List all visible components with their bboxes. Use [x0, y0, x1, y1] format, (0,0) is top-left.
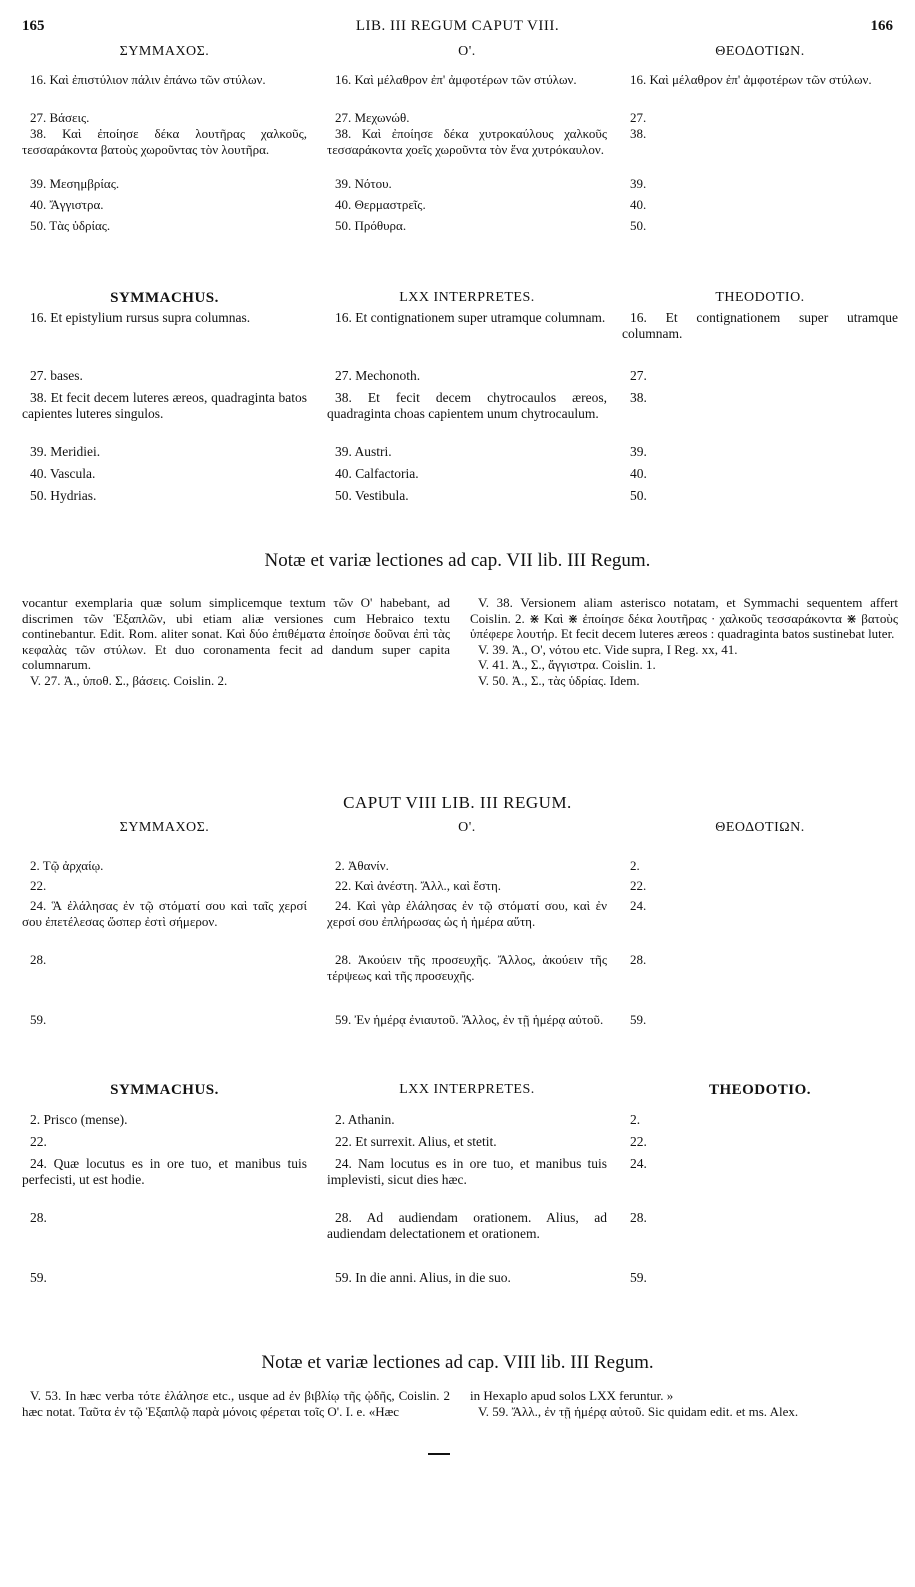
entry: 2. Prisco (mense).: [30, 1112, 128, 1127]
column-head: SYMMACHUS.: [110, 1082, 219, 1098]
entry: 24. Καὶ γὰρ ἐλάλησας ἐν τῷ στόματί σου, καὶ ἐν χερσί σου ἐπλήρωσας ὡς ἡ ἡμέρα αὕτη.: [327, 898, 607, 929]
note: V. 59. Ἄλλ., ἐν τῇ ἡμέρᾳ αὐτοῦ. Sic quidam edit. et ms. Alex.: [478, 1403, 799, 1419]
notes-left-column: [22, 1388, 450, 1419]
note: in Hexaplo apud solos LXX feruntur. »: [470, 1388, 674, 1403]
entry: 59.: [30, 1012, 47, 1027]
entry: 27. Mechonoth.: [335, 368, 421, 383]
entry: 16. Et contignationem super utramque columnam.: [335, 310, 606, 325]
entry: 38.: [630, 390, 647, 405]
entry: 22.: [30, 878, 47, 893]
entry: 27.: [630, 110, 647, 125]
symmachus-greek-column: [22, 820, 307, 1048]
entry: 28.: [630, 952, 647, 967]
entry: 24.: [630, 898, 647, 913]
entry: 39. Austri.: [335, 444, 392, 459]
note: V. 39. Ἀ., Ο', νότου etc. Vide supra, I Reg. xx, 41.: [478, 641, 738, 657]
column-head: ΣΥΜΜΑΧΟΣ.: [119, 44, 210, 59]
entry: 38. Καὶ ἐποίησε δέκα χυτροκαύλους χαλκοῦς τεσσαράκοντα χοεῖς χωροῦντα τὸν ἕνα χυτρόκαυλον.: [327, 126, 607, 157]
lxx-greek-column: [327, 44, 607, 239]
notes-right-column: [470, 1388, 898, 1419]
entry: 2. Τῷ ἀρχαίῳ.: [30, 858, 104, 873]
entry: 59.: [630, 1270, 647, 1285]
entry: 2. Athanin.: [335, 1112, 395, 1127]
entry: 40. Vascula.: [30, 466, 96, 481]
entry: 16. Καὶ μέλαθρον ἐπ' ἀμφοτέρων τῶν στύλων.: [335, 72, 577, 87]
entry: 28.: [30, 952, 47, 967]
notes-title-ch8: Notæ et variæ lectiones ad cap. VIII lib. III Regum.: [261, 1352, 654, 1373]
entry: 40.: [630, 466, 647, 481]
entry: 38.: [630, 126, 647, 141]
entry: 16. Et epistylium rursus supra columnas.: [30, 310, 251, 325]
theodotio-latin-column: [622, 290, 898, 510]
note: vocantur exemplaria quæ solum simplicemque textum τῶν Ο' habebant, ad discrimen τῶν Ἑξαπλῶν, ubi etiam aliæ versiones cum Hebraico textu continebantur. Edit. Rom. aliter sonat. Καὶ δύο ἐπιθέματα ἐποίησε δοῦναι ἐπὶ τὰς κεφαλὰς τῶν στύλων. Et duo coronamenta fecit ad dandum super capita columnarum.: [22, 595, 450, 672]
column-head: ΣΥΜΜΑΧΟΣ.: [119, 820, 210, 835]
symmachus-latin-column: [22, 1082, 307, 1306]
entry: 22.: [630, 878, 647, 893]
entry: 59.: [630, 1012, 647, 1027]
column-head: LXX INTERPRETES.: [399, 1082, 535, 1097]
column-head: ΘΕΟΔΟΤΙΩΝ.: [715, 44, 805, 59]
symmachus-latin-column: [22, 290, 307, 510]
entry: 50. Hydrias.: [30, 488, 97, 503]
entry: 27.: [630, 368, 647, 383]
entry: 39. Μεσημβρίας.: [30, 176, 120, 191]
entry: 40.: [630, 197, 647, 212]
note: V. 53. In hæc verba τότε ἐλάλησε etc., usque ad ἐν βιβλίῳ τῆς ᾠδῆς, Coislin. 2 hæc notat. Ταῦτα ἐν τῷ Ἑξαπλῷ παρὰ μόνοις φέρεται τοῖς Ο'. I. e. «Hæc: [22, 1388, 450, 1419]
entry: 27. Μεχωνώθ.: [335, 110, 410, 125]
lxx-greek-column: [327, 820, 607, 1048]
entry: 22. Καὶ ἀνέστη. Ἄλλ., καὶ ἔστη.: [335, 878, 502, 893]
entry: 38. Et fecit decem luteres æreos, quadraginta batos capientes luteres singulos.: [22, 390, 307, 421]
theodotio-latin-column: [622, 1082, 898, 1306]
entry: 50. Τὰς ὑδρίας.: [30, 218, 111, 233]
entry: 2.: [630, 858, 640, 873]
note: V. 38. Versionem aliam asterisco notatam, et Symmachi sequentem affert Coislin. 2. ⋇ Καὶ ⋇ ἐποίησε δέκα λουτῆρας · χαλκοῦς τεσσαράκοντα ⋇ βατοὺς ὑπέφερε λουτήρ. Et fecit decem luteres æreos : quadraginta batos sustinebat luter.: [470, 595, 898, 641]
entry: 50. Vestibula.: [335, 488, 409, 503]
running-title: LIB. III REGUM CAPUT VIII.: [355, 18, 560, 34]
entry: 38. Καὶ ἐποίησε δέκα λουτῆρας χαλκοῦς, τεσσαράκοντα βατοὺς χωροῦντας τὸν λουτῆρα.: [22, 126, 307, 157]
entry: 16. Καὶ μέλαθρον ἐπ' ἀμφοτέρων τῶν στύλων.: [630, 72, 872, 87]
entry: 24. Nam locutus es in ore tuo, et manibus tuis implevisti, sicut dies hæc.: [327, 1156, 607, 1187]
entry: 59. In die anni. Alius, in die suo.: [335, 1270, 511, 1285]
entry: 27. Βάσεις.: [30, 110, 90, 125]
lxx-latin-column: [327, 1082, 607, 1306]
running-head: [22, 18, 893, 38]
entry: 2. Ἀθανίν.: [335, 858, 389, 873]
entry: 38. Et fecit decem chytrocaulos æreos, quadraginta choas capientem unum chytrocaulum.: [327, 390, 607, 421]
column-head: Ο'.: [458, 820, 476, 835]
entry: 28. Ἀκούειν τῆς προσευχῆς. Ἄλλος, ἀκούειν τῆς τέρψεως καὶ τῆς προσευχῆς.: [327, 952, 607, 983]
entry: 24. Quæ locutus es in ore tuo, et manibus tuis perfecisti, ut est hodie.: [22, 1156, 307, 1187]
page-number-right: 166: [870, 18, 893, 34]
entry: 2.: [630, 1112, 641, 1127]
entry: 16. Καὶ ἐπιστύλιον πάλιν ἐπάνω τῶν στύλων.: [30, 72, 266, 87]
notes-right-column: [470, 595, 898, 688]
entry: 28. Ad audiendam orationem. Alius, ad audiendam delectationem et orationem.: [327, 1210, 607, 1241]
entry: 28.: [30, 1210, 47, 1225]
notes-left-column: [22, 595, 450, 688]
entry: 59. Ἐν ἡμέρᾳ ἐνιαυτοῦ. Ἄλλος, ἐν τῇ ἡμέρᾳ αὐτοῦ.: [335, 1012, 604, 1027]
entry: 24.: [630, 1156, 647, 1171]
note: V. 50. Ἀ., Σ., τὰς ὑδρίας. Idem.: [478, 672, 640, 688]
entry: 28.: [630, 1210, 647, 1225]
entry: 40. Ἄγγιστρα.: [30, 197, 104, 212]
theodotion-greek-column: [622, 44, 898, 239]
entry: 50.: [630, 488, 647, 503]
lxx-latin-column: [327, 290, 607, 510]
entry: 22.: [30, 1134, 47, 1149]
note: V. 27. Ἀ., ὑποθ. Σ., βάσεις. Coislin. 2.: [30, 672, 228, 688]
entry: 39.: [630, 444, 647, 459]
note: V. 41. Ἀ., Σ., ἄγγιστρα. Coislin. 1.: [478, 657, 656, 672]
chapter-title: CAPUT VIII LIB. III REGUM.: [343, 793, 572, 812]
entry: 50.: [630, 218, 647, 233]
entry: 50. Πρόθυρα.: [335, 218, 407, 233]
page-number-left: 165: [22, 18, 45, 34]
column-head: THEODOTIO.: [715, 290, 805, 305]
entry: 16. Et contignationem super utramque columnam.: [622, 310, 898, 341]
entry: 39. Meridiei.: [30, 444, 101, 459]
column-head: Ο'.: [458, 44, 476, 59]
entry: 40. Θερμαστρεῖς.: [335, 197, 426, 212]
entry: 22.: [630, 1134, 647, 1149]
column-head: THEODOTIO.: [708, 1082, 812, 1098]
column-head: ΘΕΟΔΟΤΙΩΝ.: [715, 820, 805, 835]
entry: 40. Calfactoria.: [335, 466, 419, 481]
entry: 22. Et surrexit. Alius, et stetit.: [335, 1134, 497, 1149]
column-head: LXX INTERPRETES.: [399, 290, 535, 305]
entry: 39. Νότου.: [335, 176, 392, 191]
theodotion-greek-column: [622, 820, 898, 1048]
entry: 24. Ἃ ἐλάλησας ἐν τῷ στόματί σου καὶ ταῖς χερσί σου ἐπετέλεσας ὥσπερ ἐστὶ σήμερον.: [22, 898, 307, 929]
symmachus-greek-column: [22, 44, 307, 239]
closing-rule: [428, 1453, 450, 1455]
notes-title-ch7: Notæ et variæ lectiones ad cap. VII lib. III Regum.: [264, 550, 651, 571]
column-head: SYMMACHUS.: [110, 290, 219, 306]
entry: 59.: [30, 1270, 47, 1285]
entry: 39.: [630, 176, 647, 191]
entry: 27. bases.: [30, 368, 83, 383]
